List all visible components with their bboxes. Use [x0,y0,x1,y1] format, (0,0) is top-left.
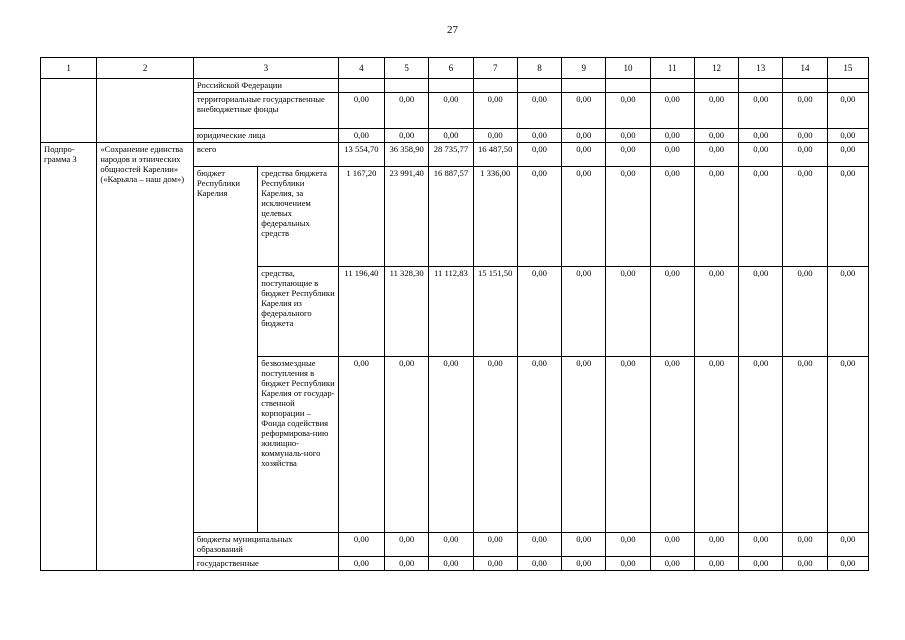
value-cell: 0,00 [562,357,606,533]
empty-cell [97,79,194,143]
subprogram-status: Подпро-грамма 3 [41,143,97,571]
value-cell: 0,00 [562,557,606,571]
header-cell: 12 [694,58,738,79]
subprogram-name: «Сохранение единства народов и этнических общностей Карелии» («Карьяла – наш дом») [97,143,194,571]
value-cell: 11 196,40 [338,267,384,357]
header-cell: 7 [473,58,517,79]
value-cell: 0,00 [650,167,694,267]
header-cell: 8 [517,58,561,79]
value-cell: 0,00 [606,533,650,557]
value-cell: 0,00 [562,93,606,129]
value-cell: 0,00 [694,267,738,357]
value-cell: 0,00 [429,93,473,129]
value-cell: 0,00 [338,129,384,143]
value-cell: 0,00 [827,533,868,557]
header-row [41,58,869,79]
source-cell: территориальные государственные внебюджетные фонды [193,93,338,129]
value-cell: 0,00 [562,533,606,557]
value-cell: 0,00 [694,93,738,129]
header-cell: 11 [650,58,694,79]
header-cell: 10 [606,58,650,79]
value-cell: 0,00 [473,557,517,571]
table-row [41,143,869,167]
value-cell: 0,00 [429,357,473,533]
value-cell: 0,00 [473,357,517,533]
value-cell: 0,00 [694,557,738,571]
value-cell: 0,00 [650,267,694,357]
value-cell: 0,00 [739,129,783,143]
value-cell [429,79,473,93]
value-cell: 0,00 [338,533,384,557]
value-cell: 0,00 [827,167,868,267]
value-cell [694,79,738,93]
value-cell: 0,00 [473,533,517,557]
value-cell: 0,00 [827,267,868,357]
value-cell: 0,00 [694,143,738,167]
value-cell: 0,00 [606,557,650,571]
header-cell: 5 [385,58,429,79]
value-cell: 36 358,90 [385,143,429,167]
page-number: 27 [447,24,458,36]
header-cell: 2 [97,58,194,79]
value-cell: 0,00 [783,267,827,357]
value-cell [562,79,606,93]
value-cell: 0,00 [827,93,868,129]
value-cell: 0,00 [783,167,827,267]
value-cell: 15 151,50 [473,267,517,357]
value-cell: 0,00 [429,533,473,557]
value-cell: 0,00 [606,129,650,143]
table-row [41,79,869,93]
value-cell [650,79,694,93]
source-cell: всего [193,143,338,167]
value-cell: 0,00 [739,357,783,533]
budget-table [40,57,869,571]
value-cell: 0,00 [783,557,827,571]
source-cell: средства бюджета Республики Карелия, за исключением целевых федеральных средств [258,167,338,267]
value-cell: 0,00 [606,357,650,533]
value-cell: 16 487,50 [473,143,517,167]
value-cell: 0,00 [739,93,783,129]
value-cell: 16 887,57 [429,167,473,267]
value-cell: 1 167,20 [338,167,384,267]
budget-group-label: бюджет Республики Карелия [193,167,257,533]
header-cell: 3 [193,58,338,79]
value-cell: 0,00 [694,129,738,143]
value-cell: 0,00 [473,129,517,143]
value-cell: 0,00 [606,143,650,167]
value-cell: 0,00 [739,533,783,557]
source-cell: бюджеты муниципальных образований [193,533,338,557]
value-cell [385,79,429,93]
value-cell: 11 328,30 [385,267,429,357]
value-cell: 28 735,77 [429,143,473,167]
value-cell: 0,00 [562,129,606,143]
source-cell: юридические лица [193,129,338,143]
value-cell [783,79,827,93]
value-cell: 11 112,83 [429,267,473,357]
value-cell: 0,00 [385,533,429,557]
header-cell: 1 [41,58,97,79]
value-cell: 0,00 [517,129,561,143]
value-cell: 0,00 [783,143,827,167]
value-cell: 0,00 [827,129,868,143]
value-cell: 0,00 [783,533,827,557]
value-cell: 0,00 [385,93,429,129]
value-cell: 0,00 [650,357,694,533]
value-cell: 0,00 [338,557,384,571]
value-cell: 0,00 [739,143,783,167]
source-cell: Российской Федерации [193,79,338,93]
value-cell: 0,00 [827,143,868,167]
value-cell [517,79,561,93]
value-cell: 0,00 [650,143,694,167]
value-cell: 0,00 [650,533,694,557]
value-cell [338,79,384,93]
value-cell: 0,00 [517,93,561,129]
header-cell: 13 [739,58,783,79]
value-cell: 0,00 [517,143,561,167]
value-cell: 23 991,40 [385,167,429,267]
value-cell: 0,00 [429,129,473,143]
header-cell: 6 [429,58,473,79]
value-cell: 0,00 [739,167,783,267]
value-cell: 0,00 [517,167,561,267]
value-cell: 0,00 [517,557,561,571]
source-cell: безвозмездные поступления в бюджет Республики Карелия от государ-ственной корпорации – Фонда содействия реформирова-нию жилищно-коммуналь-ного хозяйства [258,357,338,533]
value-cell: 0,00 [473,93,517,129]
value-cell: 0,00 [783,93,827,129]
header-cell: 4 [338,58,384,79]
value-cell: 0,00 [517,357,561,533]
value-cell: 0,00 [650,557,694,571]
value-cell: 0,00 [338,357,384,533]
value-cell: 0,00 [385,557,429,571]
header-cell: 14 [783,58,827,79]
value-cell [739,79,783,93]
value-cell: 0,00 [517,533,561,557]
value-cell: 0,00 [562,167,606,267]
value-cell: 0,00 [739,267,783,357]
value-cell: 0,00 [827,557,868,571]
value-cell: 0,00 [650,129,694,143]
value-cell: 0,00 [694,357,738,533]
value-cell: 0,00 [694,167,738,267]
value-cell: 0,00 [338,93,384,129]
value-cell: 1 336,00 [473,167,517,267]
value-cell: 0,00 [562,267,606,357]
empty-cell [41,79,97,143]
header-cell: 15 [827,58,868,79]
value-cell: 0,00 [606,167,650,267]
value-cell: 0,00 [739,557,783,571]
value-cell: 0,00 [385,357,429,533]
value-cell: 0,00 [606,93,650,129]
header-cell: 9 [562,58,606,79]
value-cell: 13 554,70 [338,143,384,167]
value-cell: 0,00 [517,267,561,357]
value-cell: 0,00 [562,143,606,167]
value-cell [473,79,517,93]
value-cell: 0,00 [827,357,868,533]
value-cell: 0,00 [385,129,429,143]
value-cell: 0,00 [783,357,827,533]
value-cell: 0,00 [606,267,650,357]
source-cell: средства, поступающие в бюджет Республики Карелия из федерального бюджета [258,267,338,357]
source-cell: государственные [193,557,338,571]
value-cell: 0,00 [783,129,827,143]
value-cell: 0,00 [429,557,473,571]
value-cell [827,79,868,93]
value-cell: 0,00 [650,93,694,129]
value-cell [606,79,650,93]
value-cell: 0,00 [694,533,738,557]
